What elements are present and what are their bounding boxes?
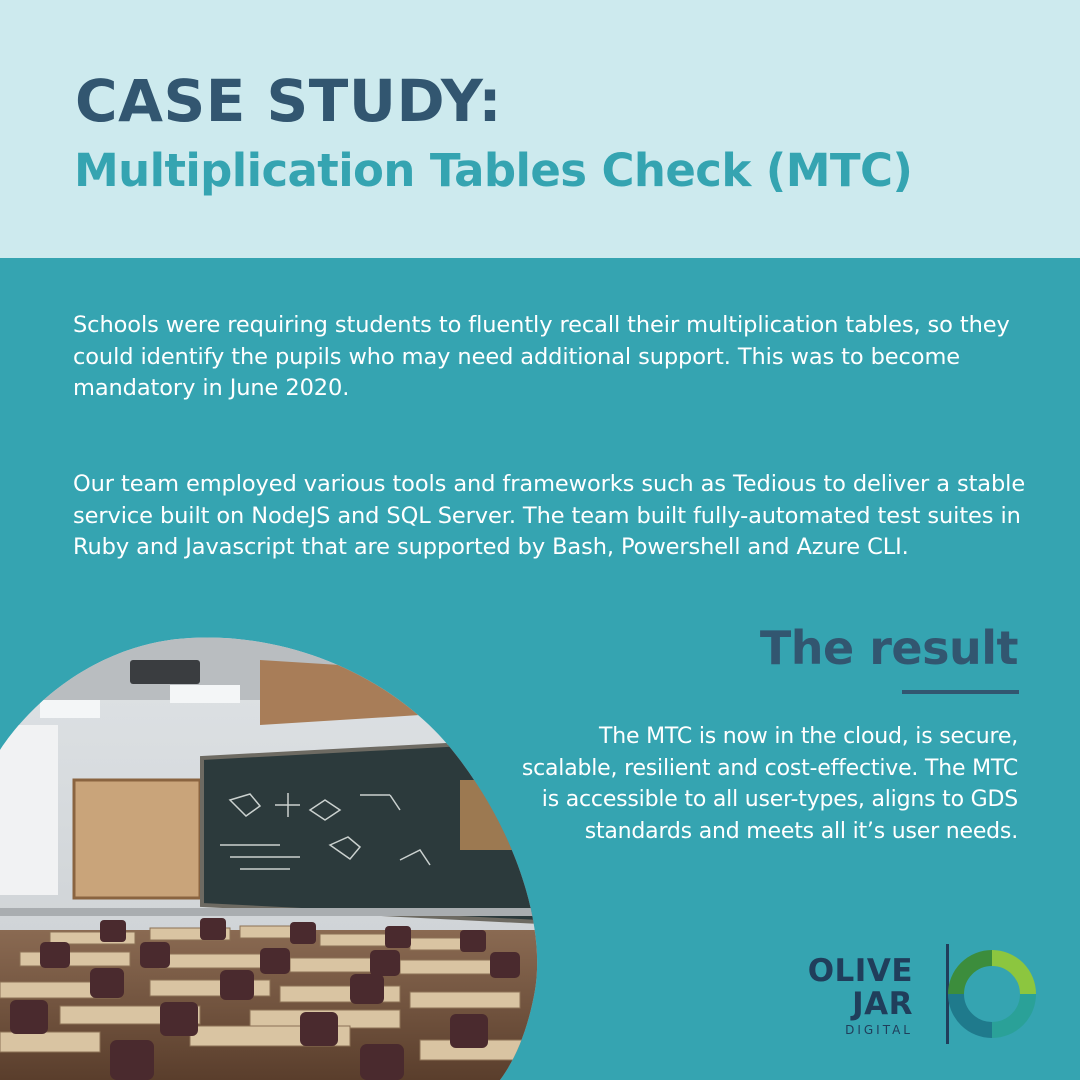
result-heading [759, 621, 1018, 675]
approach-paragraph: Our team employed various tools and frameworks such as Tedious to deliver a stable service built on NodeJS and SQL Server. The team built fully-automated test suites in Ruby and Javascript that are supported by Bash, Powershell and Azure CLI. [73, 471, 1026, 560]
result-heading-emphasis: result [869, 621, 1018, 675]
logo-word-olive: OLIVE [807, 953, 913, 989]
ceiling-beam [260, 660, 420, 725]
projector-screen [0, 725, 58, 895]
classroom-photo [0, 630, 540, 1080]
page-subtitle: Multiplication Tables Check (MTC) [74, 144, 913, 197]
olive-jar-logo [807, 938, 1047, 1050]
result-paragraph: The MTC is now in the cloud, is secure, scalable, resilient and cost-effective. The MTC is accessible to all user-types, aligns to GDS standards and meets all it’s user needs. [521, 724, 1018, 844]
result-underline [902, 690, 1019, 694]
intro-paragraph: Schools were requiring students to fluently recall their multiplication tables, so they could identify the pupils who may need additional support. This was to become mandatory in June 2020. [73, 312, 1010, 401]
page-title: CASE STUDY: [75, 67, 503, 135]
cork-board [74, 780, 200, 898]
projector [130, 660, 200, 684]
logo-word-jar: JAR [852, 986, 913, 1022]
result-heading-prefix: The [759, 621, 870, 675]
header-band [0, 0, 1080, 258]
logo-ring-icon [932, 938, 1044, 1050]
logo-word-digital: DIGITAL [845, 1023, 913, 1037]
